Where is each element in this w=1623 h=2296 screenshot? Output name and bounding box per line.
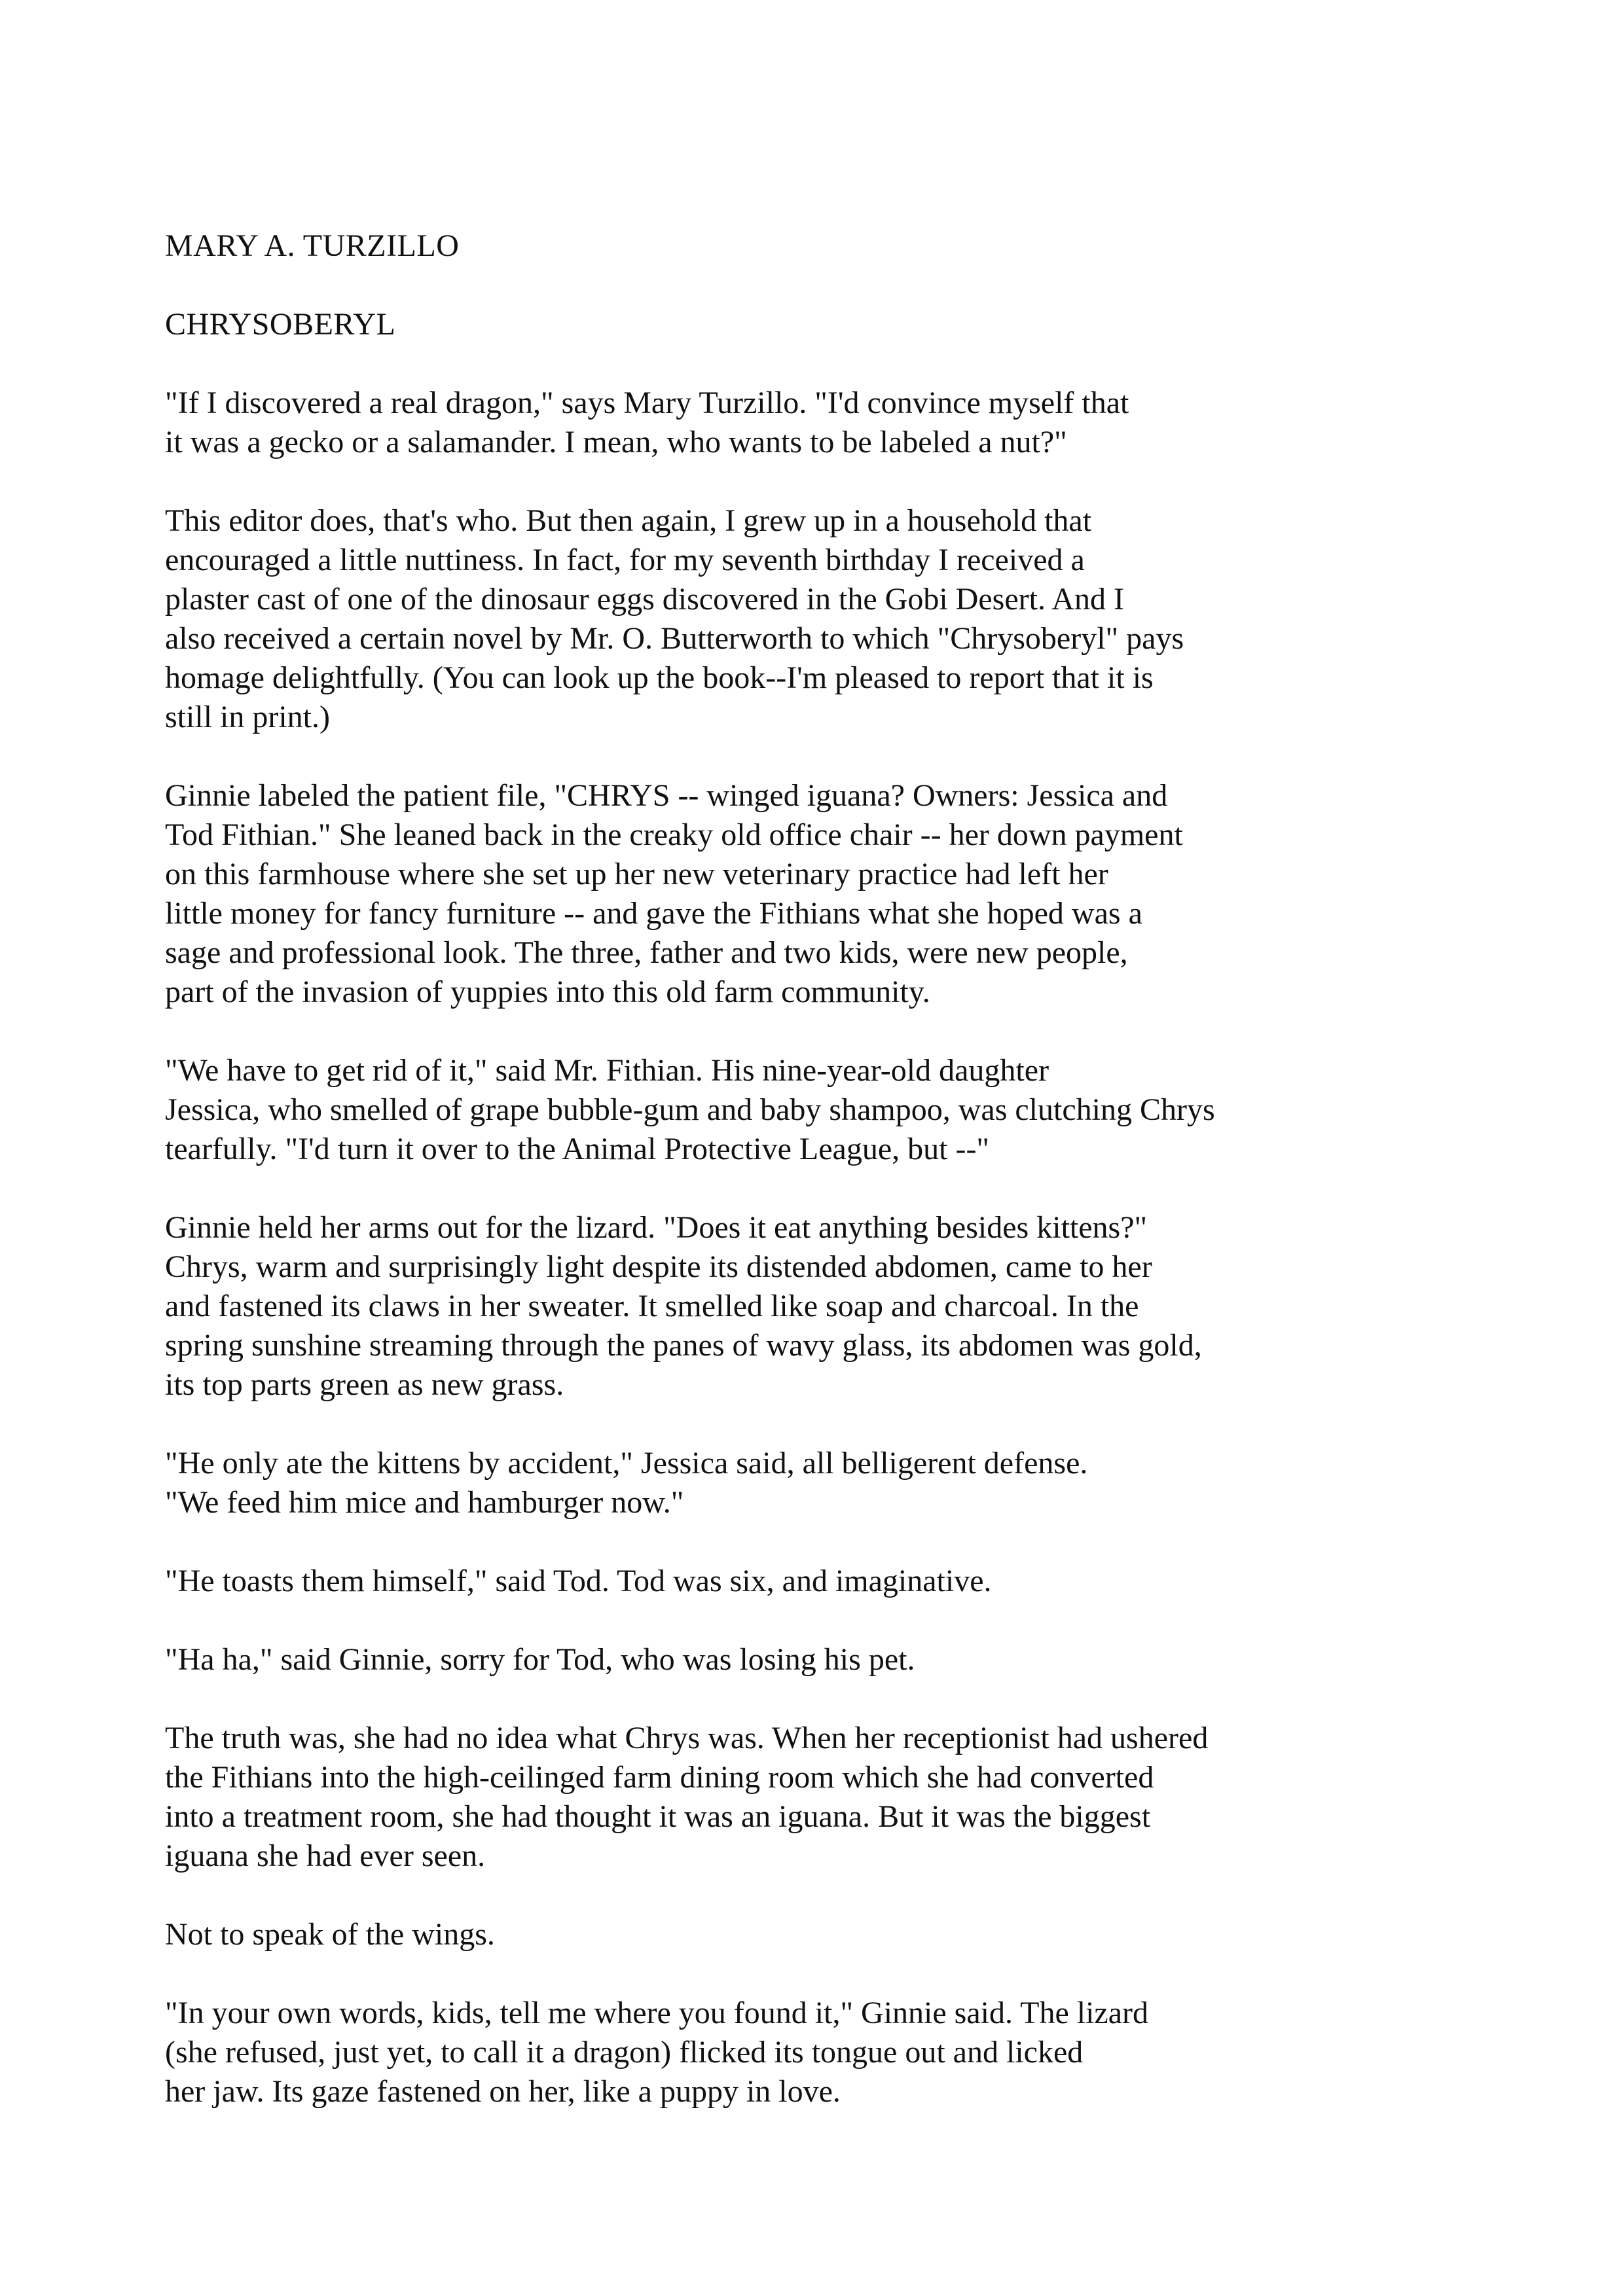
text-line: part of the invasion of yuppies into this old farm community. xyxy=(165,975,930,1009)
text-line: sage and professional look. The three, father and two kids, were new people, xyxy=(165,935,1128,970)
paragraph xyxy=(165,1640,1442,1679)
text-line: it was a gecko or a salamander. I mean, who wants to be labeled a nut?" xyxy=(165,425,1067,459)
title-block xyxy=(165,305,1442,344)
text-line: spring sunshine streaming through the panes of wavy glass, its abdomen was gold, xyxy=(165,1328,1202,1363)
text-line: "In your own words, kids, tell me where you found it," Ginnie said. The lizard xyxy=(165,1996,1149,2030)
paragraph xyxy=(165,776,1442,1012)
text-line: This editor does, that's who. But then again, I grew up in a household that xyxy=(165,503,1092,538)
text-line: tearfully. "I'd turn it over to the Animal Protective League, but --" xyxy=(165,1132,990,1166)
text-line: (she refused, just yet, to call it a dragon) flicked its tongue out and licked xyxy=(165,2035,1084,2070)
story-title: CHRYSOBERYL xyxy=(165,307,396,342)
text-line: Ginnie labeled the patient file, "CHRYS -- winged iguana? Owners: Jessica and xyxy=(165,778,1168,813)
paragraph xyxy=(165,501,1442,737)
text-line: also received a certain novel by Mr. O. Butterworth to which "Chrysoberyl" pays xyxy=(165,621,1184,656)
text-line: Tod Fithian." She leaned back in the creaky old office chair -- her down payment xyxy=(165,817,1183,852)
text-line: Ginnie held her arms out for the lizard. "Does it eat anything besides kittens?" xyxy=(165,1210,1148,1245)
paragraph xyxy=(165,384,1442,462)
author-line-block xyxy=(165,226,1442,266)
text-line: Jessica, who smelled of grape bubble-gum and baby shampoo, was clutching Chrys xyxy=(165,1092,1215,1127)
text-line: "We have to get rid of it," said Mr. Fithian. His nine-year-old daughter xyxy=(165,1053,1049,1088)
paragraph xyxy=(165,1719,1442,1876)
text-line: still in print.) xyxy=(165,700,330,734)
text-line: her jaw. Its gaze fastened on her, like a puppy in love. xyxy=(165,2074,841,2109)
author-name: MARY A. TURZILLO xyxy=(165,228,460,263)
text-line: "We feed him mice and hamburger now." xyxy=(165,1485,684,1520)
text-line: plaster cast of one of the dinosaur eggs discovered in the Gobi Desert. And I xyxy=(165,582,1124,617)
paragraph xyxy=(165,1994,1442,2111)
paragraph xyxy=(165,1562,1442,1601)
text-line: iguana she had ever seen. xyxy=(165,1839,486,1873)
text-line: "If I discovered a real dragon," says Mary Turzillo. "I'd convince myself that xyxy=(165,386,1129,420)
body-text xyxy=(165,384,1442,2111)
text-line: The truth was, she had no idea what Chrys was. When her receptionist had ushered xyxy=(165,1721,1209,1755)
document-page xyxy=(165,226,1442,2151)
text-line: into a treatment room, she had thought it was an iguana. But it was the biggest xyxy=(165,1799,1151,1834)
text-line: encouraged a little nuttiness. In fact, for my seventh birthday I received a xyxy=(165,543,1085,577)
text-line: "Ha ha," said Ginnie, sorry for Tod, who was losing his pet. xyxy=(165,1642,915,1677)
paragraph xyxy=(165,1051,1442,1169)
text-line: its top parts green as new grass. xyxy=(165,1367,564,1402)
text-line: little money for fancy furniture -- and gave the Fithians what she hoped was a xyxy=(165,896,1142,931)
text-line: Chrys, warm and surprisingly light despite its distended abdomen, came to her xyxy=(165,1249,1152,1284)
text-line: "He only ate the kittens by accident," Jessica said, all belligerent defense. xyxy=(165,1446,1088,1480)
paragraph xyxy=(165,1444,1442,1522)
paragraph xyxy=(165,1915,1442,1954)
text-line: homage delightfully. (You can look up the book--I'm pleased to report that it is xyxy=(165,660,1154,695)
text-line: and fastened its claws in her sweater. It smelled like soap and charcoal. In the xyxy=(165,1289,1139,1323)
paragraph xyxy=(165,1208,1442,1405)
text-line: the Fithians into the high-ceilinged farm dining room which she had converted xyxy=(165,1760,1154,1795)
text-line: Not to speak of the wings. xyxy=(165,1917,495,1952)
text-line: "He toasts them himself," said Tod. Tod was six, and imaginative. xyxy=(165,1564,992,1598)
text-line: on this farmhouse where she set up her new veterinary practice had left her xyxy=(165,857,1108,891)
